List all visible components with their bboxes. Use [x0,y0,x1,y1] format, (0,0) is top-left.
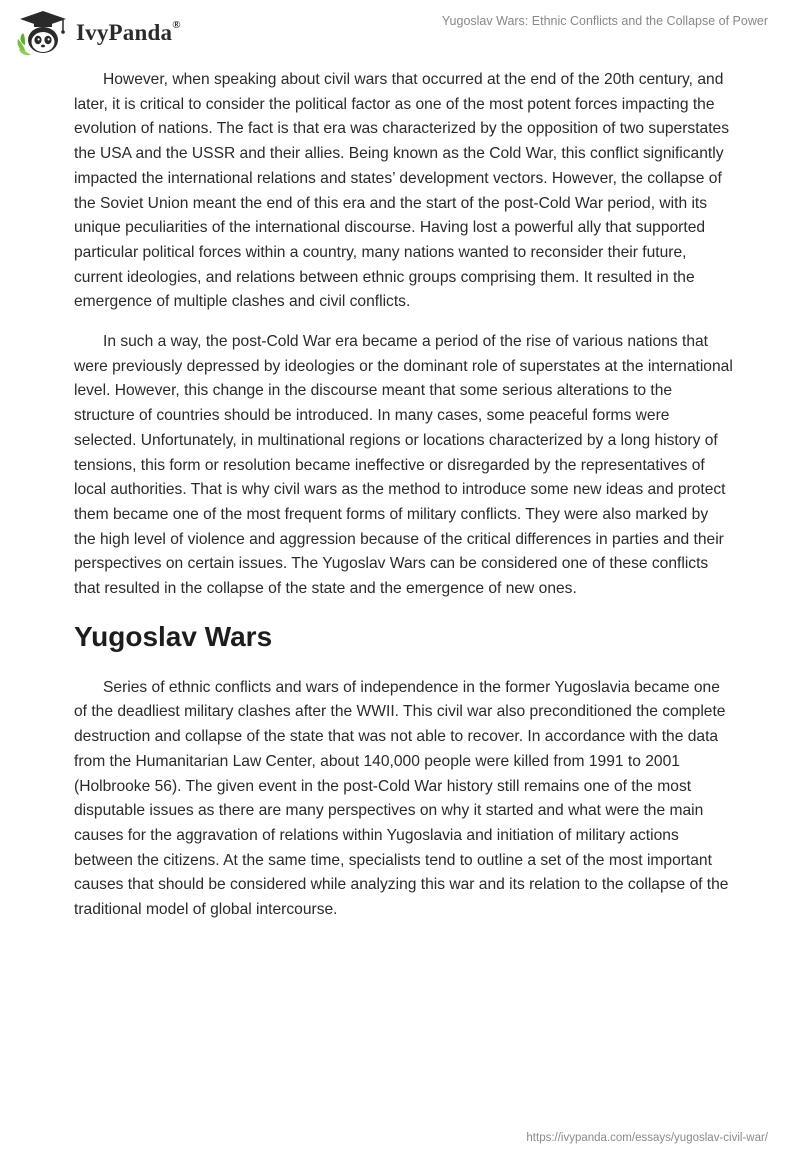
registered-mark: ® [172,19,181,32]
document-title: Yugoslav Wars: Ethnic Conflicts and the Collapse of Power [441,14,768,28]
paragraph: In such a way, the post-Cold War era became a period of the rise of various nations that were previously depressed by ideologies or the dominant role of superstates at the international level. However, this change in the discourse meant that some serious alterations to the structure of countries should be introduced. In many cases, some peaceful forms were selected. Unfortunately, in multinational regions or locations characterized by a long history of tensions, this form or resolution became ineffective or disregarded by the representatives of local authorities. That is why civil wars as the method to introduce some new ideas and protect them became one of the most frequent forms of military conflicts. They were also marked by the high level of violence and aggression because of the critical differences in parties and their perspectives on certain issues. The Yugoslav Wars can be considered one of these conflicts that resulted in the collapse of the state and the emergence of new ones. [74,333,733,598]
logo-wordmark: IvyPanda® [76,19,181,45]
section-heading: Yugoslav Wars [74,620,273,652]
essay-body [74,68,734,938]
panda-graduate-icon [14,9,72,57]
source-url[interactable]: https://ivypanda.com/essays/yugoslav-civil-war/ [526,1132,768,1144]
page-header [0,0,800,70]
paragraph: However, when speaking about civil wars that occurred at the end of the 20th century, and later, it is critical to consider the political factor as one of the most potent forces impacting the evolution of nations. The fact is that era was characterized by the opposition of two superstates the USA and the USSR and their allies. Being known as the Cold War, this conflict significantly impacted the international relations and states’ development vectors. However, the collapse of the Soviet Union meant the end of this era and the start of the post-Cold War period, with its unique peculiarities of the international discourse. Having lost a powerful ally that supported particular political forces within a country, many nations wanted to reconsider their future, current ideologies, and relations between ethnic groups comprising them. It resulted in the emergence of multiple clashes and civil conflicts. [74,71,730,311]
paragraph: Series of ethnic conflicts and wars of independence in the former Yugoslavia became one of the deadliest military clashes after the WWII. This civil war also preconditioned the complete destruction and collapse of the state that was not able to recover. In accordance with the data from the Humanitarian Law Center, about 140,000 people were killed from 1991 to 2001 (Holbrooke 56). The given event in the post-Cold War history still remains one of the most disputable issues as there are many perspectives on why it started and what were the main causes for the aggravation of relations within Yugoslavia and initiation of military actions between the citizens. At the same time, specialists tend to outline a set of the most important causes that should be considered while analyzing this war and its relation to the collapse of the traditional model of global intercourse. [74,678,729,919]
ivypanda-logo[interactable] [14,8,194,58]
